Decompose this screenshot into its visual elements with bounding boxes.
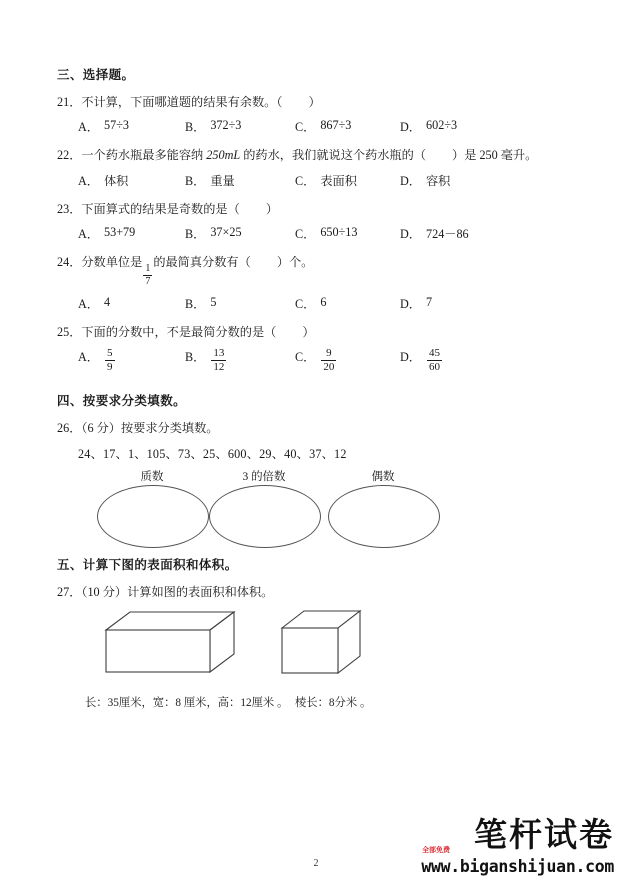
option-23-d-label: D． [400,227,421,242]
option-21-d-value: 602÷3 [426,118,458,133]
question-22-text-a: 一个药水瓶最多能容纳 [81,148,207,163]
option-22-b-label: B． [185,173,206,188]
question-23-text-tail: ） [265,201,278,216]
question-24-text-b: 的最简真分数有（ [153,255,251,270]
option-25-d[interactable] [400,348,443,373]
watermark-brand: 笔杆试卷 [474,815,614,854]
question-26-text: （6 分）按要求分类填数。 [81,421,219,436]
option-22-b[interactable] [185,172,235,189]
option-23-a-value: 53+79 [104,225,136,240]
figure-captions [57,694,577,714]
question-24-text-a: 分数单位是 [81,255,143,270]
option-21-a-label: A． [78,120,99,135]
question-24-number: 24． [57,255,82,270]
option-21-b-value: 372÷3 [210,118,242,133]
question-26-number-list: 24、17、1、105、73、25、600、29、40、37、12 [78,446,347,461]
option-21-d-label: D． [400,120,421,135]
option-23-d[interactable] [400,225,469,242]
question-22-options [57,172,577,192]
option-23-d-value: 724－86 [426,227,469,242]
option-22-a-label: A． [78,173,99,188]
option-24-b-label: B． [185,297,206,312]
fraction-numerator: 13 [213,347,225,360]
fraction-denominator: 20 [323,361,335,374]
section-heading-five: 五、计算下图的表面积和体积。 [57,557,238,572]
question-26 [57,420,577,436]
watermark [414,815,614,884]
question-25-number: 25． [57,325,82,340]
option-22-d-value: 容积 [426,173,451,188]
question-25 [57,324,577,340]
fraction-numerator: 9 [326,347,332,360]
page-number: 2 [313,858,319,869]
cuboid-caption: 长：35厘米，宽：8 厘米，高：12厘米 。 [85,697,289,710]
option-24-a-label: A． [78,297,99,312]
fraction-denominator: 7 [145,276,151,288]
option-21-c[interactable] [295,118,351,135]
option-24-a[interactable] [78,295,110,312]
option-21-d[interactable] [400,118,457,135]
option-25-d-label: D． [400,350,421,365]
option-23-c[interactable] [295,225,358,242]
option-24-a-value: 4 [104,295,111,310]
option-25-a-fraction [105,348,115,373]
category-label-even: 偶数 [371,470,395,483]
category-label-multiple-of-three: 3 的倍数 [242,470,286,483]
answer-ellipse-even[interactable] [328,485,440,548]
option-23-b-label: B． [185,227,206,242]
question-23-options [57,225,577,245]
option-25-c-label: C． [295,350,316,365]
question-25-text: 下面的分数中，不是最简分数的是（ [81,325,277,340]
question-27-number: 27． [57,584,82,599]
classification-diagram [57,468,577,554]
option-25-a-label: A． [78,350,99,365]
option-22-c[interactable] [295,172,357,189]
question-24 [57,254,577,287]
solids-figures [57,608,577,690]
option-25-a[interactable] [78,348,116,373]
option-24-c-label: C． [295,297,316,312]
option-23-a-label: A． [78,227,99,242]
question-27-text: （10 分）计算如图的表面积和体积。 [81,584,274,599]
option-22-b-value: 重量 [210,173,235,188]
question-26-number: 26． [57,421,82,436]
question-22 [57,147,577,163]
option-22-c-value: 表面积 [320,173,357,188]
question-23 [57,201,577,217]
option-24-c[interactable] [295,295,326,312]
fraction-numerator: 5 [107,347,113,360]
category-label-prime: 质数 [140,470,164,483]
question-25-options [57,348,577,386]
option-23-c-label: C． [295,227,316,242]
option-24-b[interactable] [185,295,216,312]
fraction-denominator: 9 [107,361,113,374]
option-21-b[interactable] [185,118,241,135]
fraction-denominator: 12 [213,361,225,374]
question-22-number: 22． [57,148,82,163]
option-21-a[interactable] [78,118,129,135]
watermark-free-tag: 全部免费 [422,846,450,854]
option-25-b[interactable] [185,348,227,373]
question-22-text-tail: ）是 250 毫升。 [452,148,538,163]
question-24-text-tail: ）个。 [276,255,314,270]
question-22-volume-value: 250mL [206,148,241,163]
question-21-number: 21． [57,95,82,109]
option-25-c-fraction [321,348,336,373]
fraction-numerator: 1 [145,263,151,275]
question-21-text-tail: ） [308,95,321,109]
question-24-options [57,295,577,315]
option-23-b-value: 37×25 [210,225,242,240]
option-23-c-value: 650÷13 [320,225,358,240]
option-24-d-label: D． [400,297,421,312]
option-21-c-label: C． [295,120,316,135]
option-25-d-fraction [427,348,442,373]
cube-figure [279,608,375,686]
question-23-text: 下面算式的结果是奇数的是（ [81,201,240,216]
cuboid-figure [104,608,244,684]
section-heading-four: 四、按要求分类填数。 [57,394,187,409]
question-23-number: 23． [57,201,82,216]
option-24-c-value: 6 [320,295,327,310]
option-21-a-value: 57÷3 [104,118,129,133]
option-25-b-label: B． [185,350,206,365]
option-23-b[interactable] [185,225,242,242]
question-21 [57,94,577,110]
option-22-a[interactable] [78,172,128,189]
option-21-c-value: 867÷3 [320,118,352,133]
option-24-d-value: 7 [426,295,433,310]
question-21-text: 不计算，下面哪道题的结果有余数。（ [81,95,283,109]
option-22-a-value: 体积 [104,173,129,188]
option-25-c[interactable] [295,348,337,373]
option-22-d[interactable] [400,172,450,189]
option-22-d-label: D． [400,173,421,188]
question-21-options [57,118,577,138]
page-content [57,68,577,714]
question-25-text-tail: ） [302,325,315,340]
question-27 [57,584,577,600]
option-21-b-label: B． [185,120,206,135]
answer-ellipse-multiple-of-three[interactable] [209,485,321,548]
fraction-one-seventh [143,264,152,287]
fraction-denominator: 60 [429,361,440,374]
watermark-url: www.biganshijuan.com [421,857,614,876]
option-25-b-fraction [211,348,226,373]
cube-caption: 棱长：8分米 。 [295,697,372,710]
section-heading-three: 三、选择题。 [57,68,135,82]
option-22-c-label: C． [295,173,316,188]
answer-ellipse-prime[interactable] [97,485,209,548]
option-23-a[interactable] [78,225,135,242]
option-24-d[interactable] [400,295,432,312]
question-22-text-b: 的药水，我们就说这个药水瓶的（ [240,148,427,163]
fraction-numerator: 45 [429,347,440,360]
option-24-b-value: 5 [210,295,217,310]
